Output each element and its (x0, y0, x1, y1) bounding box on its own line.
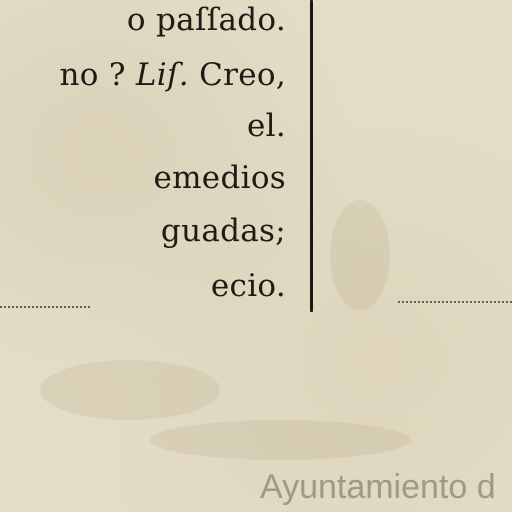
speaker-abbrev: Liſ. (135, 57, 189, 93)
text-line: emedios (153, 160, 286, 196)
paper-stain (330, 200, 390, 310)
text-line: el. (246, 108, 286, 144)
text-line: guadas; (160, 213, 286, 249)
text-fragment: Creo, (188, 57, 286, 93)
text-line: ecio. (210, 268, 286, 304)
text-fragment: no ? (59, 57, 136, 93)
paper-stain (40, 360, 220, 420)
text-line: o paſſado. (126, 2, 286, 38)
underline-rule (0, 306, 90, 310)
paper-stain (150, 420, 410, 460)
column-divider-rule (310, 0, 313, 312)
watermark-text: Ayuntamiento d (260, 468, 496, 506)
text-line (59, 57, 286, 93)
underline-rule (398, 301, 512, 305)
